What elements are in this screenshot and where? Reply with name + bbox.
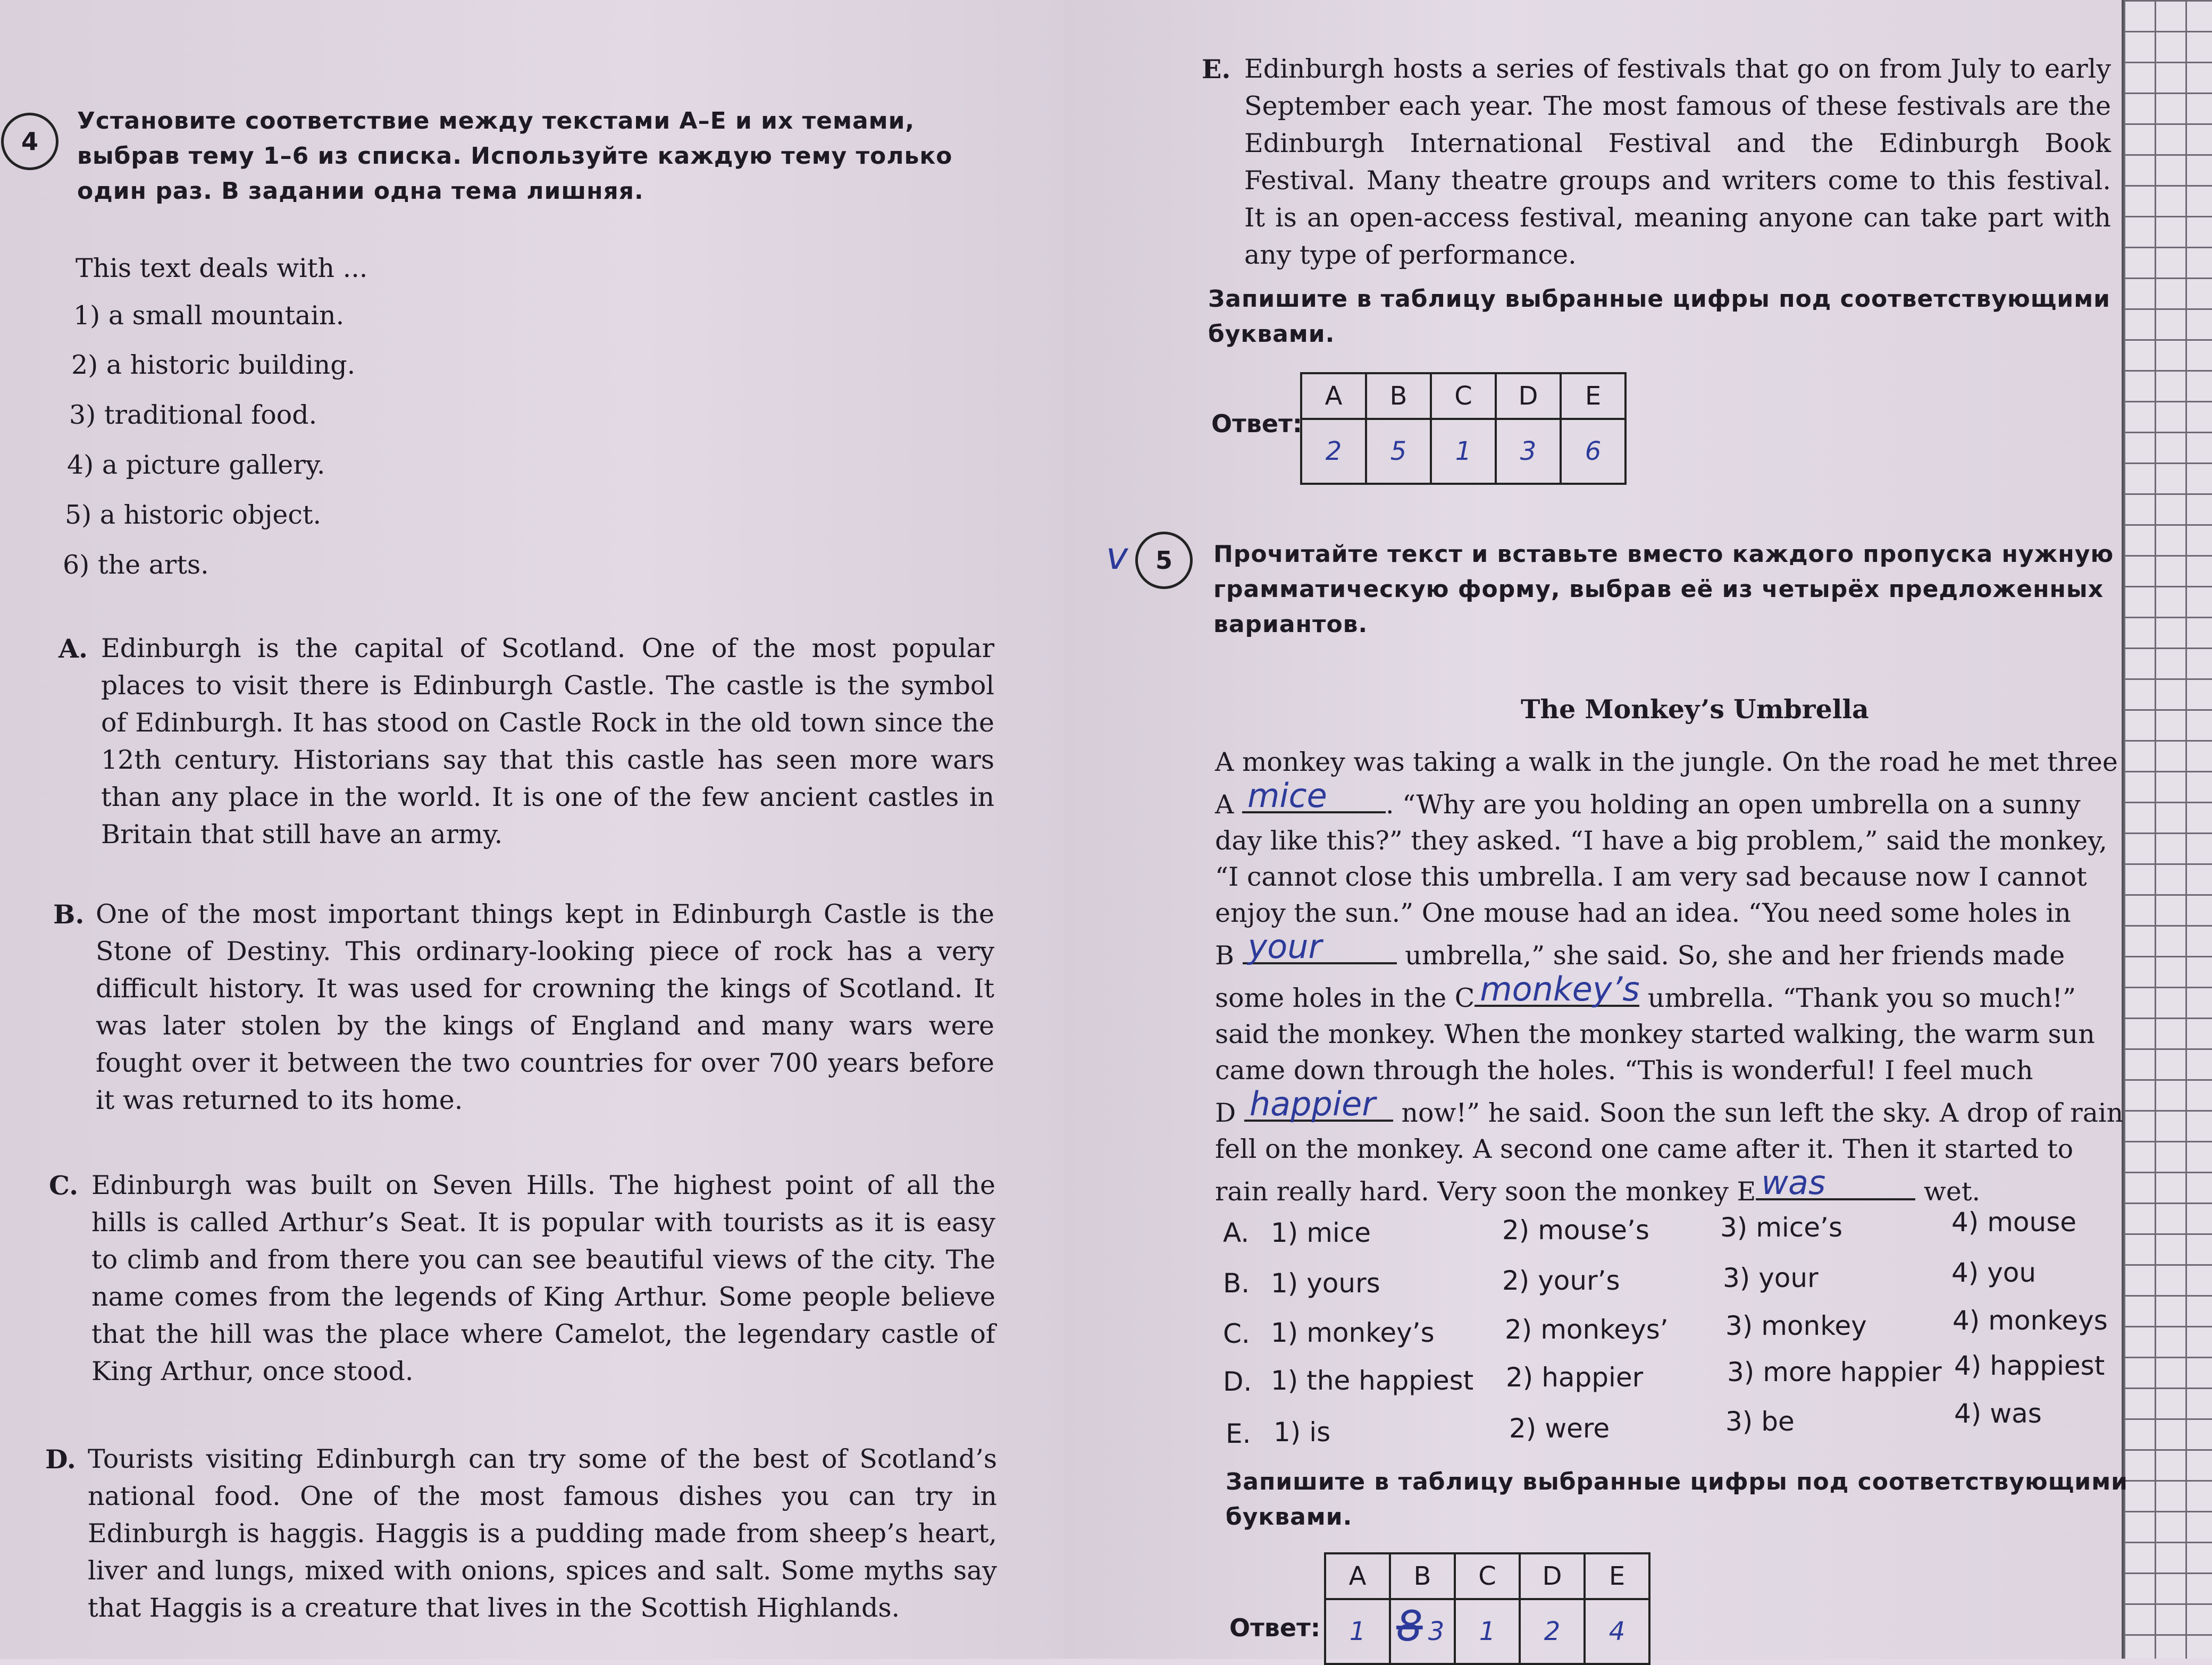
gap-letter-a: A (1215, 789, 1234, 820)
gap-b[interactable] (1243, 927, 1397, 966)
text-a (58, 630, 994, 853)
story-line: day like this?” they asked. “I have a big problem,” said the monkey, (1215, 826, 2108, 856)
topic-5: 5) a historic object. (65, 500, 322, 530)
option-e-3[interactable]: 3) be (1725, 1406, 1795, 1437)
task-4-prompt: This text deals with ... (76, 253, 368, 283)
story-title: The Monkey’s Umbrella (1521, 694, 1869, 725)
gap-letter-c: some holes in the C (1215, 983, 1475, 1013)
gap-letter-b: B (1215, 940, 1235, 971)
text-c-letter: C. (49, 1170, 79, 1201)
task-4-header-a: A (1301, 373, 1366, 419)
option-letter-a: A. (1223, 1217, 1250, 1248)
story-text: now!” he said. Soon the sun left the sky. A drop of rain (1401, 1098, 2124, 1128)
option-a-4[interactable]: 4) mouse (1951, 1207, 2077, 1238)
topic-3: 3) traditional food. (69, 400, 317, 430)
gap-letter-d: D (1215, 1098, 1236, 1128)
option-b-3[interactable]: 3) your (1723, 1263, 1819, 1293)
option-b-1[interactable]: 1) yours (1271, 1268, 1380, 1299)
story-line: said the monkey. When the monkey started walking, the warm sun (1215, 1019, 2095, 1049)
gap-b-answer: your (1247, 927, 1322, 966)
text-b-body: One of the most important things kept in Edinburgh Castle is the Stone of Destiny. This ordinary-looking piece of rock has a very difficult history. It was used for crowning the kings of Scotland. It was later stolen by the kings of England and many wars were fought over it between the two countries for over 700 years before it was returned to its home. (96, 899, 994, 1115)
task-5-header-a: A (1325, 1553, 1390, 1599)
story-body (1215, 744, 2140, 1210)
task-4-write-instruction: Запишите в таблицу выбранные цифры под соответствующими буквами. (1208, 285, 2111, 348)
story-line (1215, 1084, 2140, 1131)
option-d-1[interactable]: 1) the happiest (1271, 1365, 1474, 1396)
task-4-header-c: C (1431, 373, 1496, 419)
text-e-body: Edinburgh hosts a series of festivals that go on from July to early September each year. The most famous of these festivals are the Edinburgh International Festival and the Edinburgh Book Festival. Many theatre groups and writers come to this festival. It is an open-access festival, meaning anyone can take part with any type of performance. (1244, 54, 2111, 270)
option-d-3[interactable]: 3) more happier (1727, 1357, 1942, 1388)
story-text: . “Why are you holding an open umbrella on a sunny (1385, 789, 2081, 820)
gap-d-answer: happier (1249, 1084, 1376, 1123)
task-5-answer-b-value: 3 (1428, 1617, 1445, 1646)
story-line: “I cannot close this umbrella. I am very sad because now I cannot (1215, 862, 2087, 892)
task-4-answer-a[interactable]: 2 (1301, 419, 1366, 484)
text-d-letter: D. (45, 1444, 76, 1475)
topic-2: 2) a historic building. (71, 350, 356, 380)
option-d-2[interactable]: 2) happier (1506, 1362, 1644, 1393)
option-c-1[interactable]: 1) monkey’s (1271, 1317, 1435, 1348)
option-letter-e: E. (1226, 1418, 1251, 1449)
option-c-4[interactable]: 4) monkeys (1953, 1305, 2108, 1336)
text-b-letter: B. (53, 899, 85, 930)
story-text: umbrella. “Thank you so much!” (1647, 983, 2076, 1013)
check-mark: v (1106, 534, 1128, 578)
gap-d[interactable] (1244, 1084, 1393, 1123)
text-e (1202, 51, 2111, 274)
task-5-answer-label: Ответ: (1229, 1613, 1321, 1642)
story-text: rain really hard. Very soon the monkey E (1215, 1176, 1756, 1207)
task-5-answer-e[interactable]: 4 (1585, 1599, 1649, 1664)
text-e-letter: E. (1202, 54, 1231, 85)
task-4-header-d: D (1496, 373, 1561, 419)
task-4-answer-label: Ответ: (1211, 409, 1303, 438)
text-c-body: Edinburgh was built on Seven Hills. The highest point of all the hills is called Arthur’s Seat. It is popular with tourists as it is easy to climb and from there you can see beautiful views of the city. The name comes from the legends of King Arthur. Some people believe that the hill was the place where Camelot, the legendary castle of King Arthur, once stood. (91, 1170, 995, 1386)
option-a-3[interactable]: 3) mice’s (1720, 1212, 1843, 1243)
story-text: wet. (1923, 1176, 1981, 1207)
task-4-header-b: B (1366, 373, 1431, 419)
text-d-body: Tourists visiting Edinburgh can try some of the best of Scotland’s national food. One of the most famous dishes you can try in Edinburgh is haggis. Haggis is a pudding made from sheep’s heart, liver and lungs, mixed with onions, spices and salt. Some myths say that Haggis is a creature that lives in the Scottish Highlands. (88, 1444, 997, 1623)
text-b (53, 896, 994, 1119)
story-line (1215, 776, 2140, 823)
option-letter-c: C. (1223, 1318, 1250, 1349)
option-letter-d: D. (1223, 1366, 1252, 1397)
task-5-answer-b[interactable] (1390, 1599, 1455, 1664)
text-a-body: Edinburgh is the capital of Scotland. One of the most popular places to visit there is Edinburgh Castle. The castle is the symbol of Edinburgh. It has stood on Castle Rock in the old town since the 12th century. Historians say that this castle has seen more wars than any place in the world. It is one of the few ancient castles in Britain that still have an army. (101, 633, 994, 850)
task-5-instruction: Прочитайте текст и вставьте вместо каждого пропуска нужную грамматическую форму, выбрав её из четырёх предложенных вариантов. (1213, 541, 2114, 638)
story-line: A monkey was taking a walk in the jungle. On the road he met three (1215, 747, 2118, 777)
task-5-answer-table (1324, 1552, 1650, 1665)
topic-6: 6) the arts. (63, 550, 209, 580)
task-4-answer-e[interactable]: 6 (1561, 419, 1626, 484)
option-c-3[interactable]: 3) monkey (1725, 1310, 1867, 1341)
text-a-letter: A. (58, 633, 88, 664)
story-line: came down through the holes. “This is wonderful! I feel much (1215, 1055, 2033, 1086)
task-5-answer-c[interactable]: 1 (1455, 1599, 1520, 1664)
task-5-header-b: B (1390, 1553, 1455, 1599)
task-4-number: 4 (1, 113, 58, 170)
task-4-answer-d[interactable]: 3 (1496, 419, 1561, 484)
story-text: umbrella,” she said. So, she and her friends made (1405, 940, 2065, 971)
text-d (45, 1441, 997, 1627)
option-letter-b: B. (1223, 1268, 1250, 1299)
task-4-answer-table (1300, 372, 1627, 485)
option-b-2[interactable]: 2) your’s (1502, 1265, 1620, 1296)
gap-e-answer: was (1761, 1163, 1826, 1202)
option-c-2[interactable]: 2) monkeys’ (1505, 1314, 1669, 1345)
option-e-1[interactable]: 1) is (1273, 1417, 1331, 1448)
task-5-header-c: C (1455, 1553, 1520, 1599)
task-5-number: 5 (1135, 532, 1193, 589)
task-5-write-instruction: Запишите в таблицу выбранные цифры под соответствующими буквами. (1226, 1468, 2129, 1531)
task-4-answer-c[interactable]: 1 (1431, 419, 1496, 484)
task-4-instruction: Установите соответствие между текстами A–E и их темами, выбрав тему 1–6 из списка. Используйте каждую тему только один раз. В задании одна тема лишняя. (77, 107, 953, 205)
topic-4: 4) a picture gallery. (67, 450, 325, 480)
task-5-answer-a[interactable]: 1 (1325, 1599, 1390, 1664)
option-b-4[interactable]: 4) you (1951, 1257, 2037, 1288)
gap-e[interactable] (1756, 1163, 1915, 1202)
task-5-header-d: D (1520, 1553, 1585, 1599)
text-c (49, 1167, 995, 1390)
task-4-answer-b[interactable]: 5 (1366, 419, 1431, 484)
task-5-answer-d[interactable]: 2 (1520, 1599, 1585, 1664)
option-e-2[interactable]: 2) were (1509, 1413, 1610, 1444)
story-line (1215, 1163, 2140, 1210)
story-line: enjoy the sun.” One mouse had an idea. “You need some holes in (1215, 898, 2071, 928)
gap-c[interactable] (1474, 970, 1640, 1008)
gap-a[interactable] (1242, 776, 1386, 815)
gap-c-answer: monkey’s (1480, 970, 1640, 1008)
task-4-header-e: E (1561, 373, 1626, 419)
story-line (1215, 927, 2140, 974)
option-a-2[interactable]: 2) mouse’s (1502, 1215, 1649, 1246)
task-5-header-e: E (1585, 1553, 1649, 1599)
story-line: fell on the monkey. A second one came after it. Then it started to (1215, 1134, 2074, 1164)
topic-1: 1) a small mountain. (73, 300, 345, 331)
gap-a-answer: mice (1247, 776, 1327, 815)
option-a-1[interactable]: 1) mice (1271, 1217, 1371, 1248)
option-d-4[interactable]: 4) happiest (1954, 1350, 2105, 1381)
option-e-4[interactable]: 4) was (1954, 1398, 2042, 1429)
crossed-out-digit: 8 (1396, 1603, 1423, 1651)
story-line (1215, 970, 2140, 1016)
